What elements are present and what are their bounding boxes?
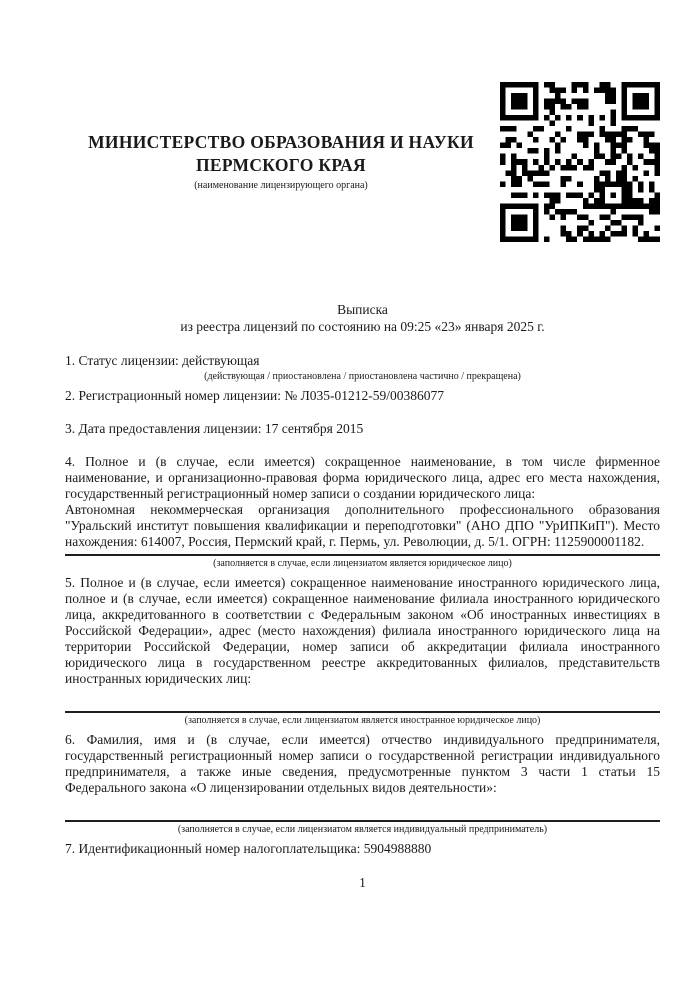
- item-grant-date: [65, 421, 660, 437]
- item-taxpayer-number: [65, 841, 660, 857]
- legal-entity-caption: (заполняется в случае, если лицензиатом является юридическое лицо): [213, 557, 512, 569]
- taxpayer-number-text: 7. Идентификационный номер налогоплательщика: 5904988880: [65, 840, 432, 856]
- item-foreign-entity: [65, 575, 660, 727]
- document-header: [65, 0, 660, 245]
- item-license-status: [65, 353, 660, 383]
- item-individual-entrepreneur: [65, 732, 660, 836]
- fill-in-line-legal-entity: [65, 554, 660, 556]
- individual-entrepreneur-caption: (заполняется в случае, если лицензиатом является индивидуальный предприниматель): [177, 823, 548, 835]
- ministry-name: [65, 131, 497, 177]
- registration-number-text: 2. Регистрационный номер лицензии: № Л035-01212-59/00386077: [65, 387, 445, 403]
- legal-entity-statement: 4. Полное и (в случае, если имеется) сокращенное наименование, в том числе фирменное наименование, и организационно-правовая форма юридического лица, адрес его места нахождения, государственный регистрационный номер записи о создании юридического лица:: [65, 453, 660, 501]
- item-legal-entity: [65, 454, 660, 570]
- fill-in-line-foreign-entity: [65, 711, 660, 713]
- ministry-caption: (наименование лицензирующего органа): [194, 179, 368, 191]
- license-status-caption: (действующая / приостановлена / приостановлена частично / прекращена): [204, 370, 521, 382]
- license-status-text: 1. Статус лицензии: действующая: [65, 352, 260, 368]
- qr-code-icon: [500, 82, 660, 242]
- legal-entity-value: Автономная некоммерческая организация дополнительного профессионального образования "Уральский институт повышения квалификации и переподготовки" (АНО ДПО "УрИПКиП"). Место нахождения: 614007, Россия, Пермский край, г. Пермь, ул. Революции, д. 5/1. ОГРН: 1125900001182.: [65, 501, 660, 549]
- document-title: [65, 301, 660, 336]
- page-number: 1: [359, 874, 366, 890]
- individual-entrepreneur-statement: 6. Фамилия, имя и (в случае, если имеется) отчество индивидуального предпринимателя, государственный регистрационный номер записи о государственной регистрации индивидуального предпринимателя, а также иные сведения, предусмотренные пунктом 3 части 1 статьи 15 Федерального закона «О лицензировании отдельных видов деятельности»:: [65, 731, 660, 795]
- grant-date-text: 3. Дата предоставления лицензии: 17 сентября 2015: [65, 420, 364, 436]
- ministry-name-line1: МИНИСТЕРСТВО ОБРАЗОВАНИЯ И НАУКИ: [88, 132, 474, 152]
- page-content: [65, 0, 660, 891]
- foreign-entity-caption: (заполняется в случае, если лицензиатом является иностранное юридическое лицо): [184, 714, 541, 726]
- document-title-line2: из реестра лицензий по состоянию на 09:25 «23» января 2025 г.: [180, 319, 545, 335]
- licensing-authority-block: [65, 131, 497, 191]
- ministry-name-line2: ПЕРМСКОГО КРАЯ: [196, 154, 366, 175]
- item-registration-number: [65, 388, 660, 404]
- foreign-entity-statement: 5. Полное и (в случае, если имеется) сокращенное наименование иностранного юридического лица, полное и (в случае, если имеется) сокращенное наименование филиала иностранного юридического лица, аккредитованного в соответствии с Федеральным законом «Об иностранных инвестициях в Российской Федерации», адрес (место нахождения) филиала иностранного юридического лица на территории Российской Федерации, номер записи об аккредитации филиала иностранного юридического лица в государственном реестре аккредитованных филиалов, представительств иностранных юридических лиц:: [65, 574, 660, 686]
- document-title-line1: Выписка: [337, 302, 388, 317]
- fill-in-line-individual-entrepreneur: [65, 820, 660, 822]
